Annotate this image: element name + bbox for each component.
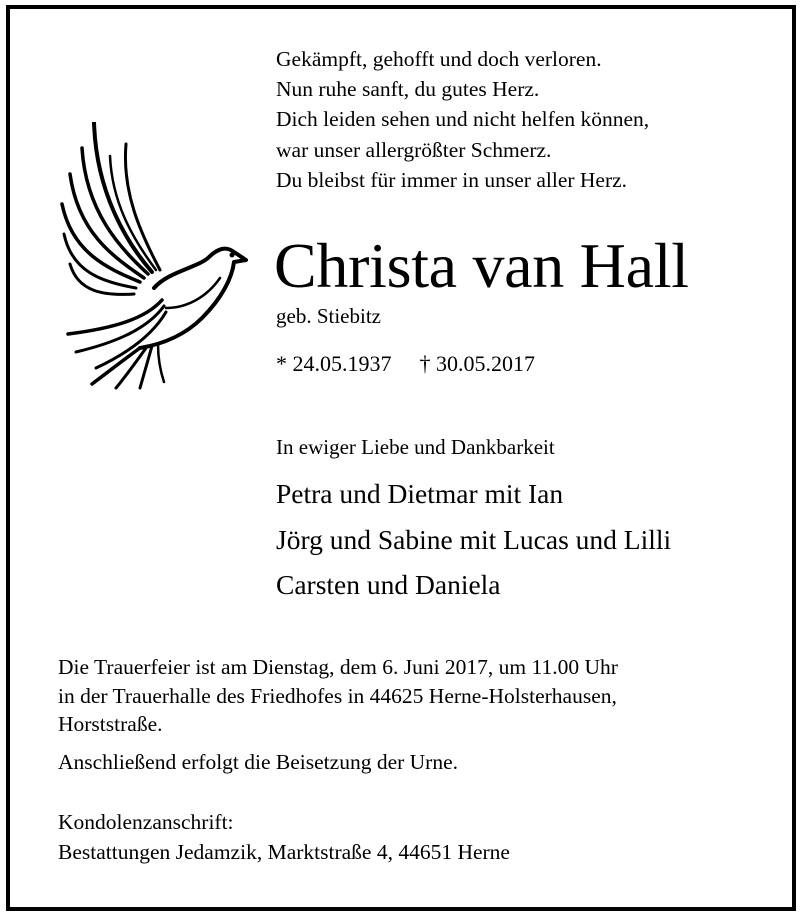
life-dates [276,349,535,379]
poem-line: war unser allergrößter Schmerz. [276,137,552,162]
death-date: † 30.05.2017 [419,351,535,376]
mourner-family: Jörg und Sabine mit Lucas und Lilli [276,523,672,555]
birth-date: * 24.05.1937 [276,351,392,376]
poem-line: Dich leiden sehen und nicht helfen können, [276,107,650,132]
dedication: In ewiger Liebe und Dankbarkeit [276,435,555,459]
mourner-family: Petra und Dietmar mit Ian [276,478,564,509]
mourner-list [276,471,671,608]
funeral-line: in der Trauerhalle des Friedhofes in 44625 Herne-Holsterhausen, [58,683,617,708]
condolence-label: Kondolenzanschrift: [58,810,234,834]
obituary-card [6,5,796,911]
poem-line: Du bleibst für immer in unser aller Herz. [276,167,628,192]
funeral-line: Die Trauerfeier ist am Dienstag, dem 6. Juni 2017, um 11.00 Uhr [58,655,618,679]
maiden-name: geb. Stiebitz [276,304,381,328]
poem-line: Gekämpft, gehofft und doch verloren. [276,47,602,71]
condolence-address [58,807,510,867]
poem-line: Nun ruhe sanft, du gutes Herz. [276,77,540,102]
funeral-line: Horststraße. [58,712,163,736]
burial-info: Anschließend erfolgt die Beisetzung der Urne. [58,750,459,774]
condolence-street: Bestattungen Jedamzik, Marktstraße 4, 44651 Herne [58,840,510,864]
funeral-info [58,653,618,739]
dove-icon [56,122,252,392]
mourner-family: Carsten und Daniela [276,569,501,600]
poem [276,44,649,195]
deceased-name: Christa van Hall [274,230,689,301]
